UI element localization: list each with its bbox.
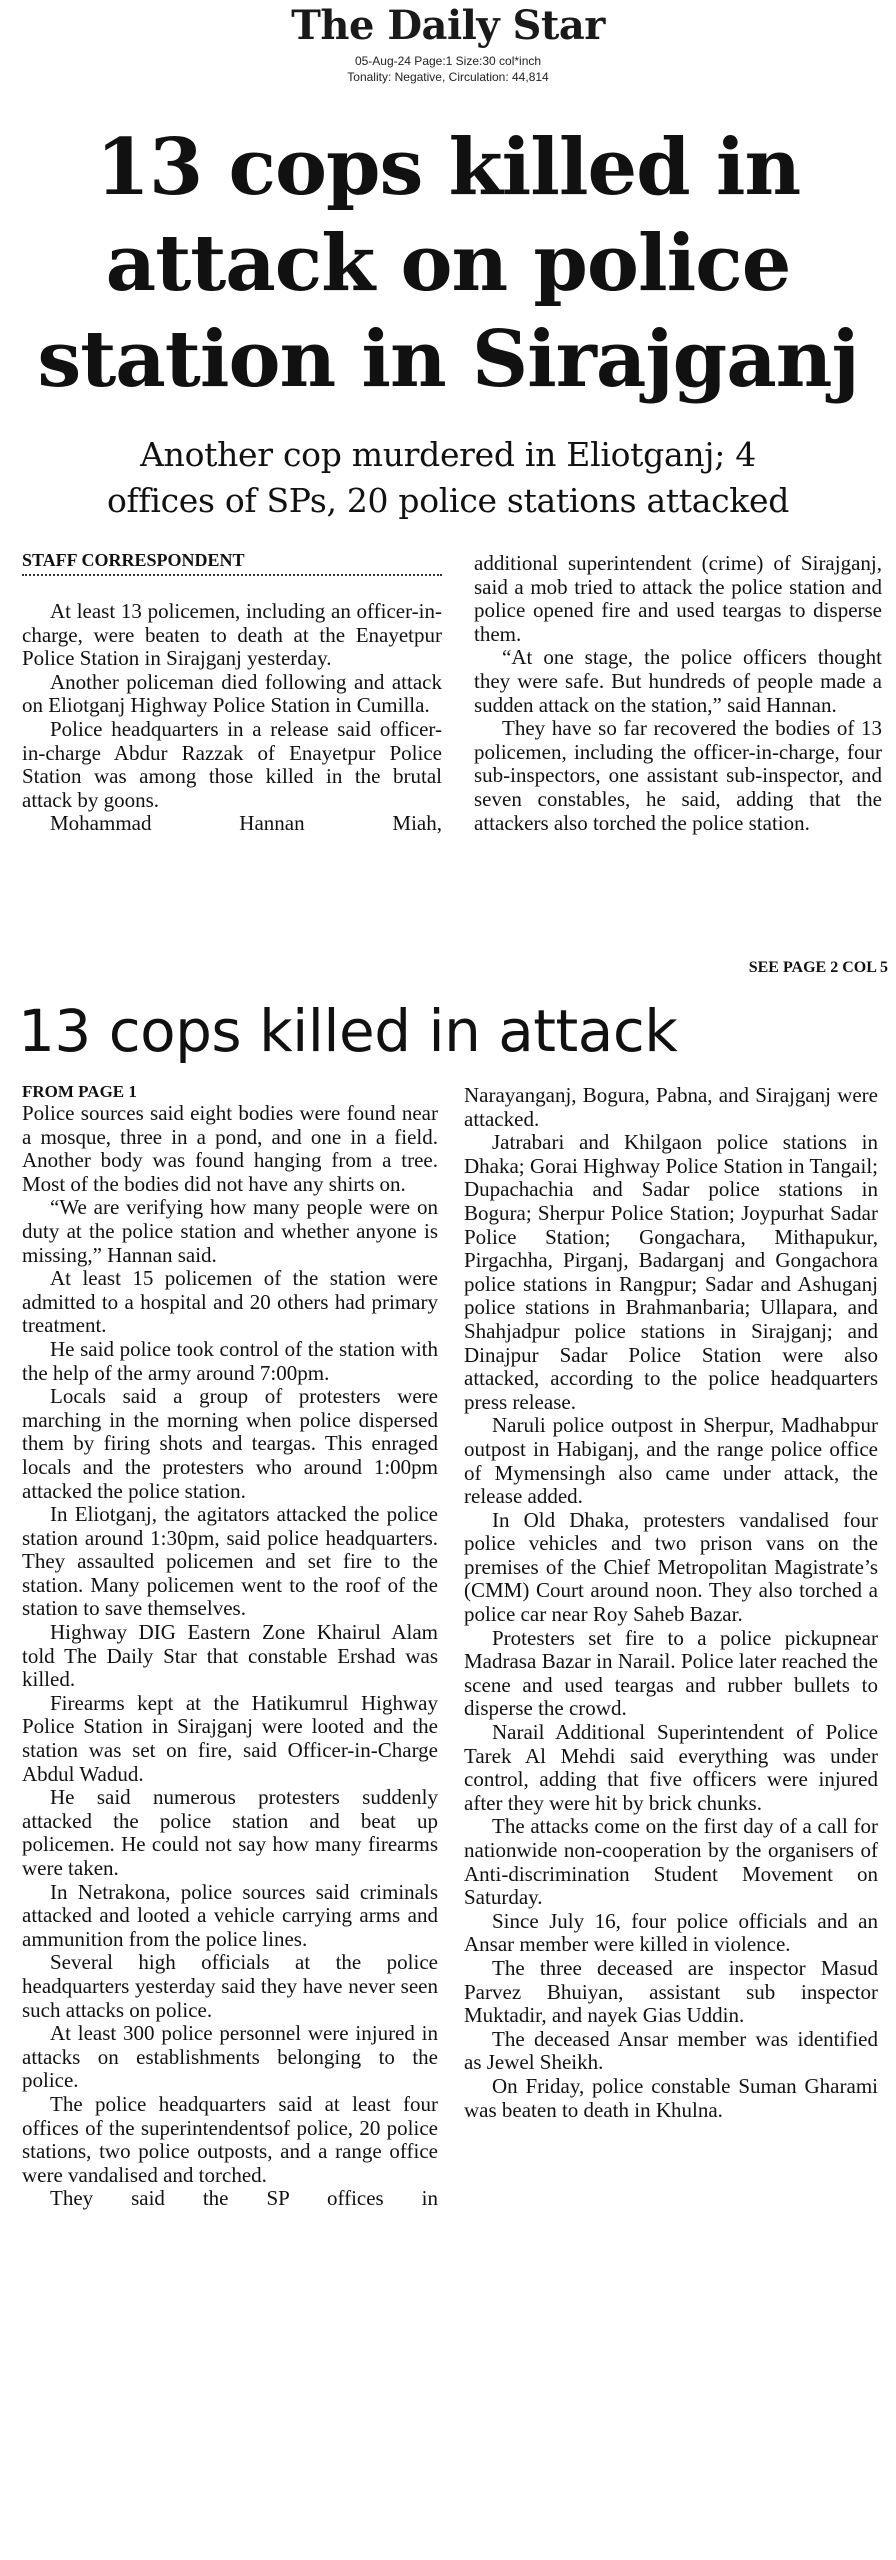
sub-headline-line: Another cop murdered in Eliotganj; 4 (140, 435, 756, 474)
article-column-2 (474, 552, 882, 835)
headline-line: station in Sirajganj (37, 314, 859, 405)
paragraph: Narail Additional Superintendent of Police Tarek Al Mehdi said everything was under control, adding that five officers were injured after they were hit by brick chunks. (464, 1720, 878, 1815)
headline-line: attack on police (105, 218, 791, 309)
article-column-1 (22, 600, 442, 836)
paragraph: “At one stage, the police officers thought they were safe. But hundreds of people made a sudden attack on the station,” said Hannan. (474, 645, 882, 717)
paragraph: They said the SP offices in (50, 2186, 438, 2211)
jump-column-1 (22, 1102, 438, 2211)
paragraph: The three deceased are inspector Masud Parvez Bhuiyan, assistant sub inspector Muktadir, and nayek Gias Uddin. (464, 1955, 878, 2028)
paragraph: Locals said a group of protesters were marching in the morning when police dispersed them by firing shots and teargas. This enraged locals and the protesters who around 1:00pm attacked the police station. (22, 1384, 438, 1503)
paragraph: They have so far recovered the bodies of 13 policemen, including the officer-in-charge, four sub-inspectors, one assistant sub-inspector, and seven constables, he said, adding that the attackers also torched the police station. (474, 716, 882, 835)
sub-headline-line: offices of SPs, 20 police stations attacked (106, 481, 790, 520)
paragraph: Since July 16, four police officials and an Ansar member were killed in violence. (464, 1908, 878, 1957)
paragraph: Protesters set fire to a police pickupnear Madrasa Bazar in Narail. Police later reached the scene and used teargas and rubber bullets to disperse the crowd. (464, 1625, 878, 1721)
paragraph: In Old Dhaka, protesters vandalised four police vehicles and two prison vans on the premises of the Chief Metropolitan Magistrate’s (CMM) Court around noon. They also torched a police car near Roy Saheb Bazar. (464, 1507, 878, 1627)
paragraph: Highway DIG Eastern Zone Khairul Alam told The Daily Star that constable Ershad was killed. (22, 1620, 438, 1692)
paragraph: Several high officials at the police headquarters yesterday said they have never seen such attacks on police. (22, 1950, 438, 2022)
newspaper-logo: The Daily Star (291, 2, 605, 49)
jump-headline: 13 cops killed in attack (18, 997, 678, 1065)
paragraph: In Eliotganj, the agitators attacked the police station around 1:30pm, said police headquarters. They assaulted policemen and set fire to the station. Many policemen went to the roof of the station to save themselves. (22, 1502, 438, 1621)
byline: STAFF CORRESPONDENT (22, 548, 442, 576)
paragraph: The deceased Ansar member was identified as Jewel Sheikh. (464, 2026, 878, 2075)
paragraph: He said numerous protesters suddenly attacked the police station and beat up policemen. He could not say how many firearms were taken. (22, 1785, 438, 1880)
paragraph: Another policeman died following and attack on Eliotganj Highway Police Station in Cumilla. (22, 669, 442, 718)
clipping-meta-date: 05-Aug-24 Page:1 Size:30 col*inch (354, 54, 542, 68)
paragraph: At least 15 policemen of the station were admitted to a hospital and 20 others had primary treatment. (22, 1266, 438, 1338)
paragraph: Firearms kept at the Hatikumrul Highway Police Station in Sirajganj were looted and the station was set on fire, said Officer-in-Charge Abdul Wadud. (22, 1690, 438, 1786)
paragraph: Narayanganj, Bogura, Pabna, and Sirajganj were attacked. (464, 1083, 878, 1131)
continued-from-label: FROM PAGE 1 (22, 1082, 137, 1101)
paragraph: At least 13 policemen, including an officer-in-charge, were beaten to death at the Enayetpur Police Station in Sirajganj yesterday. (22, 599, 442, 671)
paragraph: At least 300 police personnel were injured in attacks on establishments belonging to the police. (22, 2021, 438, 2093)
sub-headline (20, 432, 876, 524)
paragraph: In Netrakona, police sources said criminals attacked and looted a vehicle carrying arms and ammunition from the police lines. (22, 1879, 438, 1951)
jump-column-2 (464, 1084, 878, 2122)
paragraph: Jatrabari and Khilgaon police stations in Dhaka; Gorai Highway Police Station in Tangail; Dupachachia and Sadar police stations in Bogura; Sherpur Police Station; Joypurhat Sadar Police Station; Gongachara, Mithapukur, Pirgachha, Pirganj, Badarganj and Gongachora police stations in Rangpur; Sadar and Ashuganj police stations in Brahmanbaria; Ullapara, and Shahjadpur police stations in Sirajganj; and Dinajpur Sadar Police Station were also attacked, according to the police headquarters press release. (464, 1130, 878, 1414)
paragraph: The police headquarters said at least four offices of the superintendentsof police, 20 police stations, two police outposts, and a range office were vandalised and torched. (22, 2091, 438, 2187)
paragraph: “We are verifying how many people were on duty at the police station and whether anyone is missing,” Hannan said. (22, 1195, 438, 1267)
headline-line: 13 cops killed in (95, 122, 801, 213)
paragraph: He said police took control of the station with the help of the army around 7:00pm. (22, 1336, 438, 1385)
clipping-meta-tonality: Tonality: Negative, Circulation: 44,814 (347, 70, 549, 84)
continued-on-label: SEE PAGE 2 COL 5 (748, 959, 888, 976)
paragraph: Naruli police outpost in Sherpur, Madhabpur outpost in Habiganj, and the range police office of Mymensingh also came under attack, the release added. (464, 1413, 878, 1509)
paragraph: additional superintendent (crime) of Sirajganj, said a mob tried to attack the police station and police opened fire and used teargas to disperse them. (474, 551, 882, 646)
paragraph: The attacks come on the first day of a call for nationwide non-cooperation by the organisers of Anti-discrimination Student Movement on Saturday. (464, 1814, 878, 1910)
paragraph: Police sources said eight bodies were found near a mosque, three in a pond, and one in a field. Another body was found hanging from a tree. Most of the bodies did not have any shirts on. (22, 1101, 438, 1196)
main-headline (20, 120, 876, 408)
paragraph: Police headquarters in a release said officer-in-charge Abdur Razzak of Enayetpur Police Station was among those killed in the brutal attack by goons. (22, 716, 442, 812)
paragraph: On Friday, police constable Suman Gharami was beaten to death in Khulna. (464, 2073, 878, 2122)
masthead (0, 4, 896, 48)
paragraph: Mohammad Hannan Miah, (50, 811, 442, 836)
